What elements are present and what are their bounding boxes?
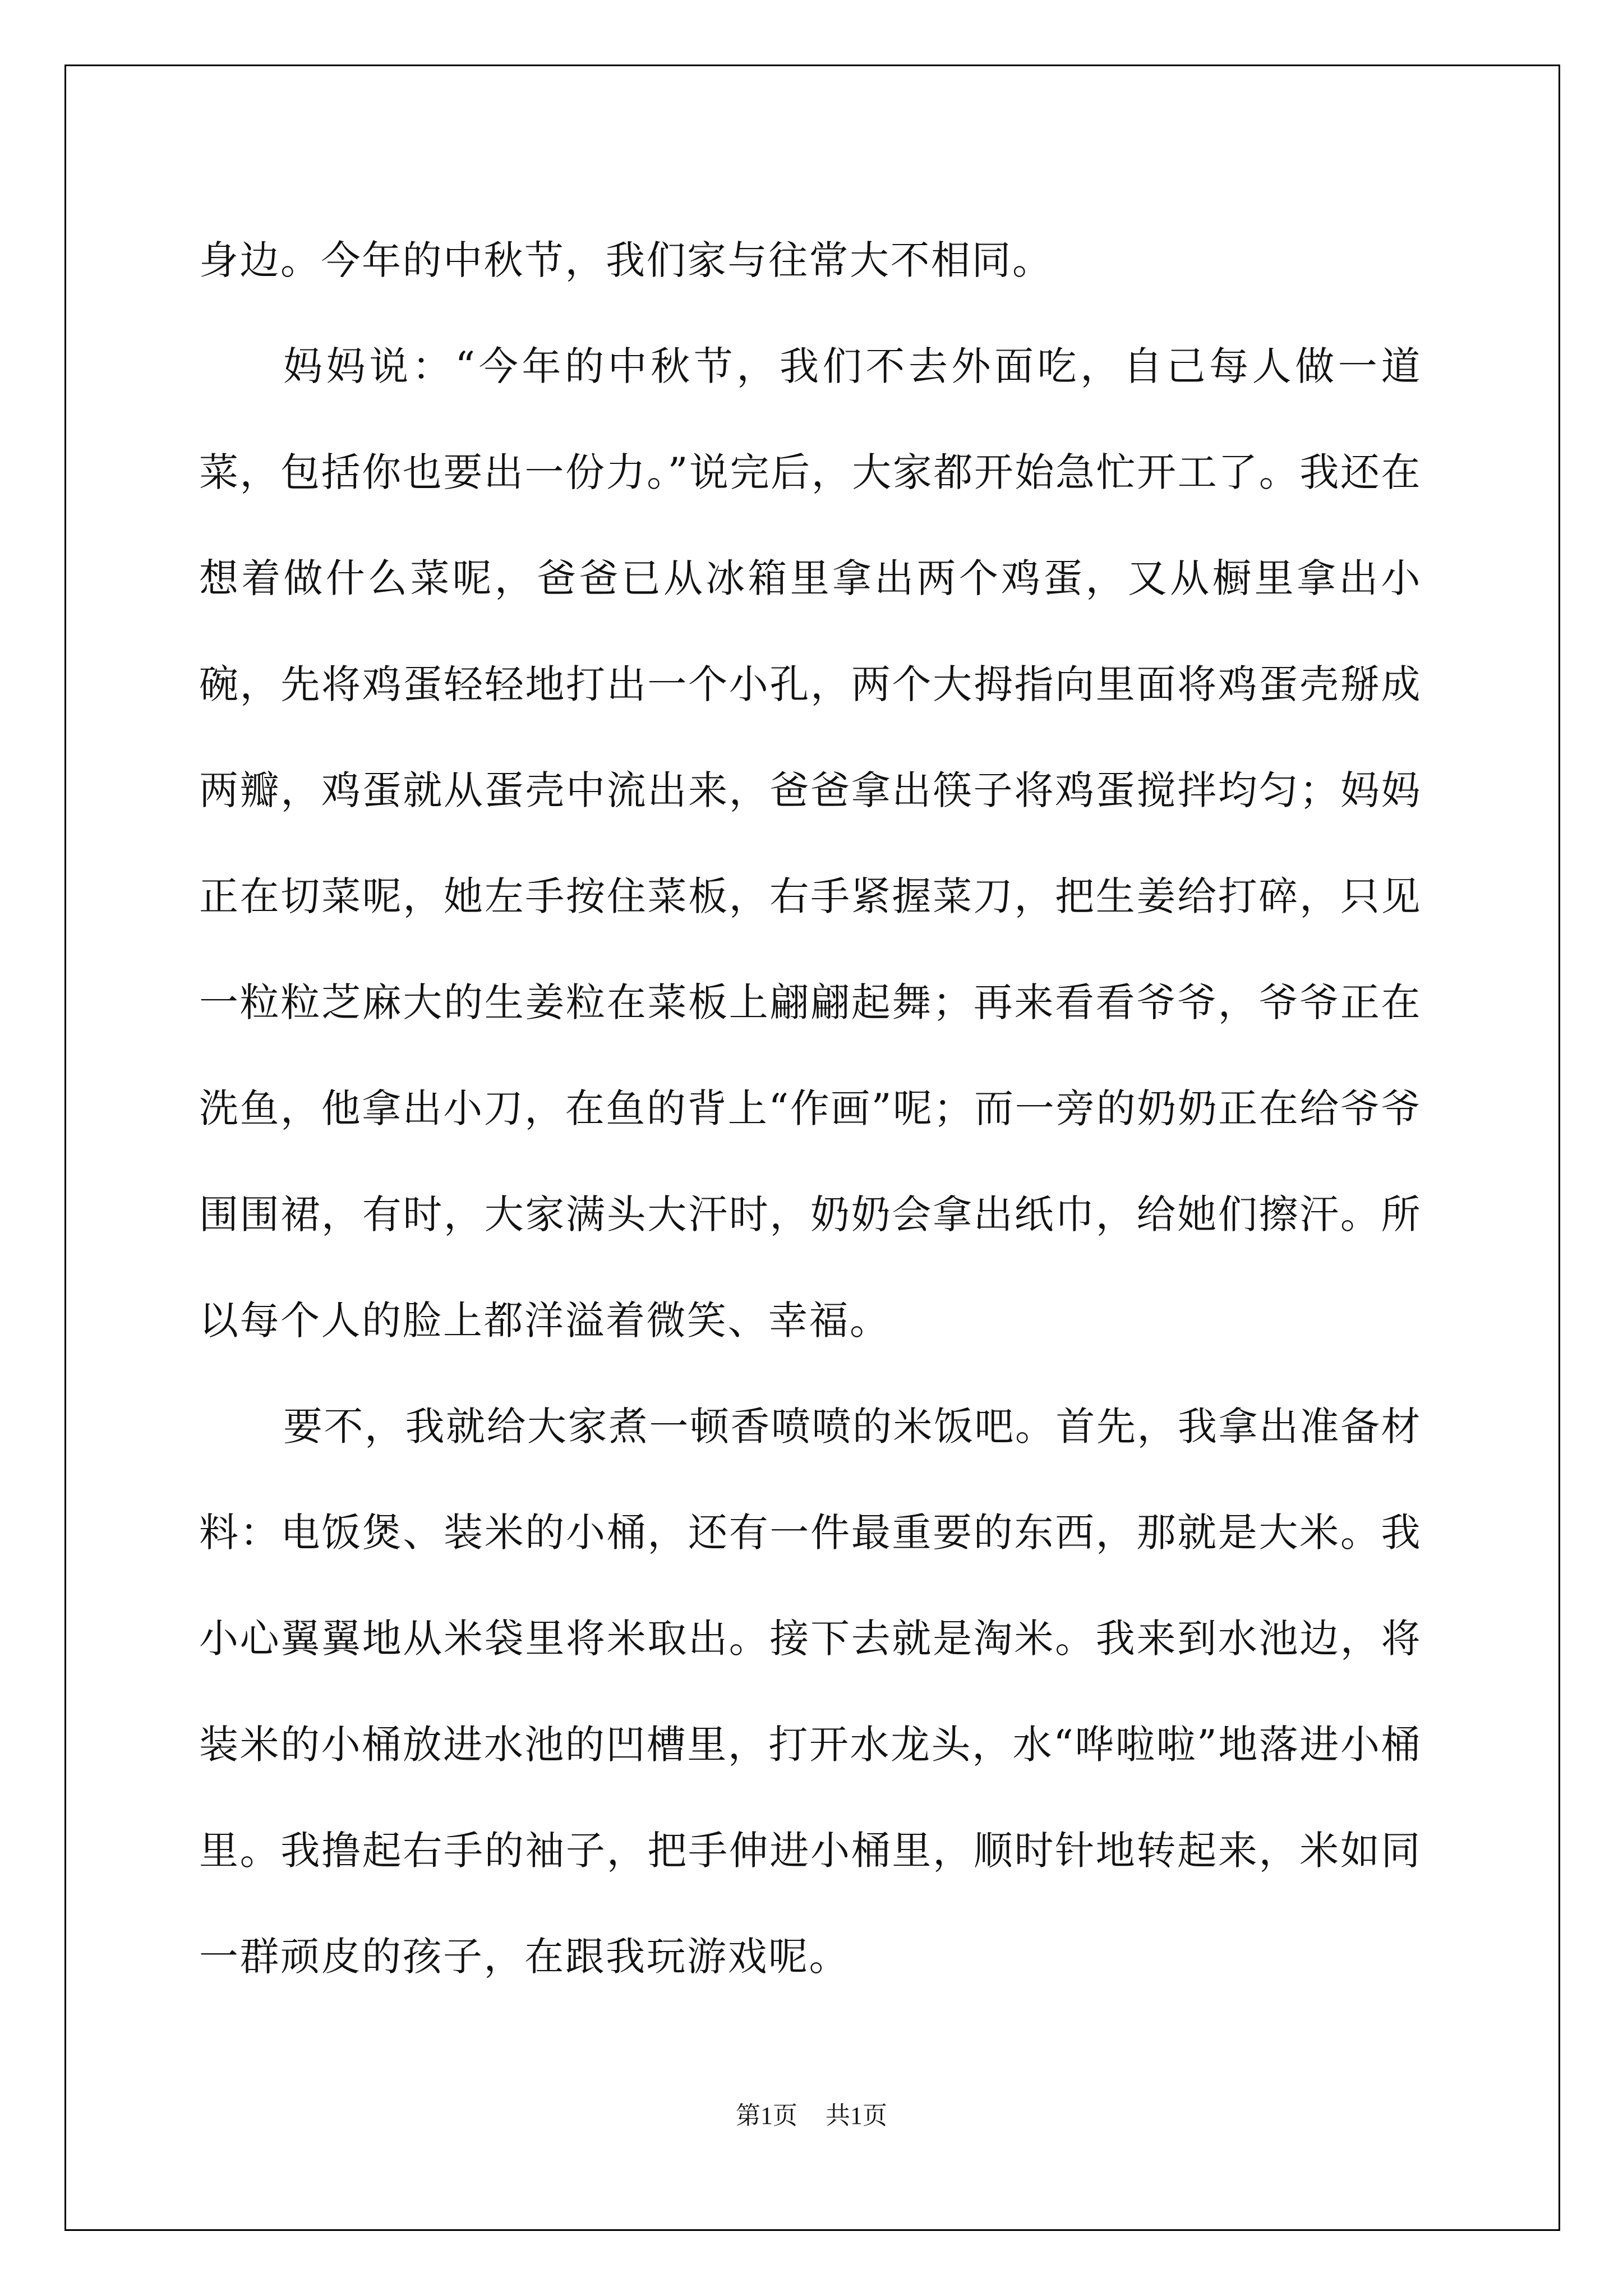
paragraph-1: 身边。今年的中秋节，我们家与往常大不相同。 bbox=[199, 237, 1053, 283]
paragraph-2: 妈妈说：“今年的中秋节，我们不去外面吃，自己每人做一道菜，包括你也要出一份力。”说完后，大家都开始急忙开工了。我还在想着做什么菜呢，爸爸已从冰箱里拿出两个鸡蛋，又从橱里拿出小碗，先将鸡蛋轻轻地打出一个小孔，两个大拇指向里面将鸡蛋壳掰成两瓣，鸡蛋就从蛋壳中流出来，爸爸拿出筷子将鸡蛋搅拌均匀；妈妈正在切菜呢，她左手按住菜板，右手紧握菜刀，把生姜给打碎，只见一粒粒芝麻大的生姜粒在菜板上翩翩起舞；再来看看爷爷，爷爷正在洗鱼，他拿出小刀，在鱼的背上“作画”呢；而一旁的奶奶正在给爷爷围围裙，有时，大家满头大汗时，奶奶会拿出纸巾，给她们擦汗。所以每个人的脸上都洋溢着微笑、幸福。 bbox=[199, 343, 1422, 1343]
document-body bbox=[199, 208, 1422, 2010]
page-number: 第1页 bbox=[736, 2102, 797, 2129]
page-total: 共1页 bbox=[826, 2102, 887, 2129]
page-footer bbox=[0, 2095, 1623, 2131]
paragraph-3: 要不，我就给大家煮一顿香喷喷的米饭吧。首先，我拿出准备材料：电饭煲、装米的小桶，还有一件最重要的东西，那就是大米。我小心翼翼地从米袋里将米取出。接下去就是淘米。我来到水池边，将装米的小桶放进水池的凹槽里，打开水龙头，水“哗啦啦”地落进小桶里。我撸起右手的袖子，把手伸进小桶里，顺时针地转起来，米如同一群顽皮的孩子，在跟我玩游戏呢。 bbox=[199, 1404, 1422, 1980]
